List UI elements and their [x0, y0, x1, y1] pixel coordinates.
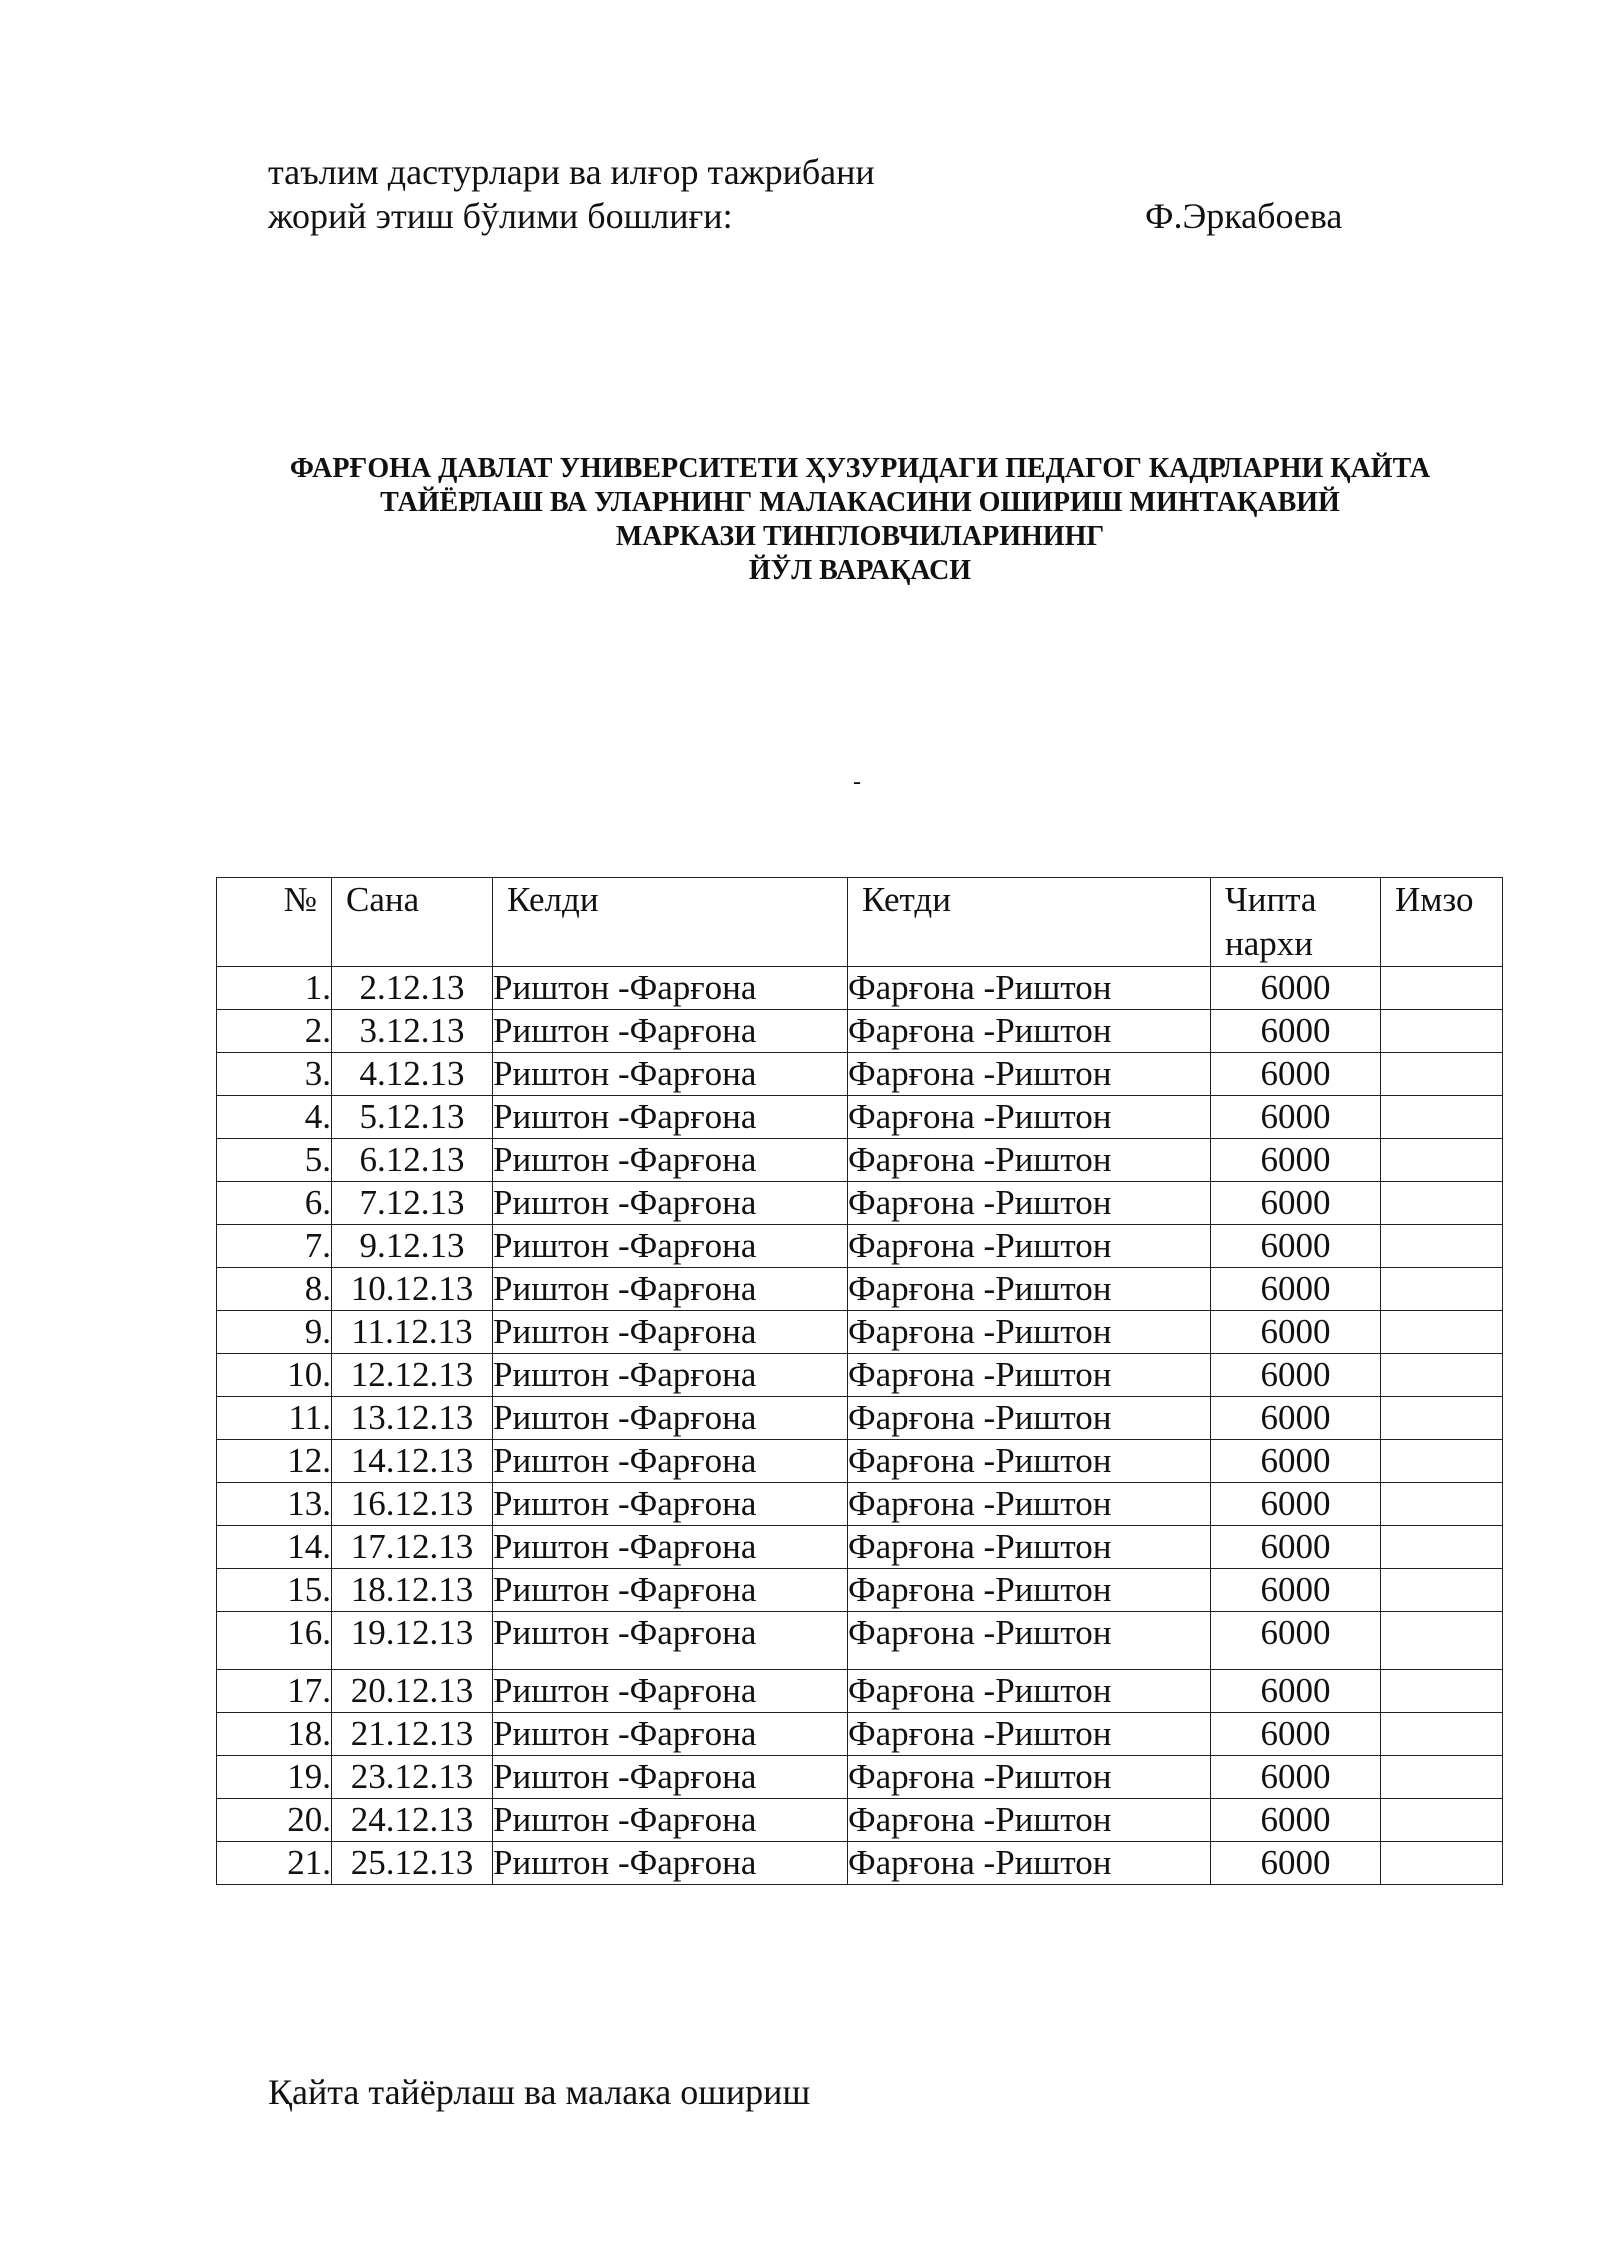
- cell-price: 6000: [1211, 1670, 1381, 1713]
- cell-arrived: Риштон -Фарғона: [493, 1096, 848, 1139]
- cell-arrived: Риштон -Фарғона: [493, 1756, 848, 1799]
- table-row: [217, 967, 1503, 1010]
- cell-num: 12.: [217, 1440, 332, 1483]
- cell-date: 11.12.13: [332, 1311, 493, 1354]
- cell-departed: Фарғона -Риштон: [848, 1526, 1211, 1569]
- cell-num: 7.: [217, 1225, 332, 1268]
- title-line-3: МАРКАЗИ ТИНГЛОВЧИЛАРИНИНГ: [615, 521, 1105, 552]
- cell-date: 9.12.13: [332, 1225, 493, 1268]
- table-row: [217, 1096, 1503, 1139]
- title-line-4: ЙЎЛ ВАРАҚАСИ: [748, 555, 972, 586]
- cell-arrived: Риштон -Фарғона: [493, 967, 848, 1010]
- cell-signature: [1381, 1842, 1503, 1885]
- cell-price: 6000: [1211, 1713, 1381, 1756]
- cell-num: 3.: [217, 1053, 332, 1096]
- cell-price: 6000: [1211, 1311, 1381, 1354]
- cell-signature: [1381, 1268, 1503, 1311]
- cell-signature: [1381, 1225, 1503, 1268]
- cell-signature: [1381, 1182, 1503, 1225]
- cell-departed: Фарғона -Риштон: [848, 1225, 1211, 1268]
- cell-num: 19.: [217, 1756, 332, 1799]
- cell-departed: Фарғона -Риштон: [848, 967, 1211, 1010]
- cell-arrived: Риштон -Фарғона: [493, 1670, 848, 1713]
- cell-arrived: Риштон -Фарғона: [493, 1799, 848, 1842]
- cell-price: 6000: [1211, 1139, 1381, 1182]
- cell-num: 1.: [217, 967, 332, 1010]
- cell-signature: [1381, 1756, 1503, 1799]
- table-row: [217, 1799, 1503, 1842]
- cell-departed: Фарғона -Риштон: [848, 1440, 1211, 1483]
- cell-date: 2.12.13: [332, 967, 493, 1010]
- cell-price: 6000: [1211, 1397, 1381, 1440]
- cell-price: 6000: [1211, 967, 1381, 1010]
- header-num: №: [217, 878, 332, 967]
- cell-departed: Фарғона -Риштон: [848, 1096, 1211, 1139]
- cell-price: 6000: [1211, 1483, 1381, 1526]
- cell-arrived: Риштон -Фарғона: [493, 1182, 848, 1225]
- title-line-2: ТАЙЁРЛАШ ВА УЛАРНИНГ МАЛАКАСИНИ ОШИРИШ МИНТАҚАВИЙ: [380, 487, 1340, 518]
- table-row: [217, 1713, 1503, 1756]
- cell-price: 6000: [1211, 1612, 1381, 1670]
- cell-price: 6000: [1211, 1096, 1381, 1139]
- table-row: [217, 1483, 1503, 1526]
- header-line-2: жорий этиш бўлими бошлиғи:: [268, 196, 733, 236]
- cell-date: 5.12.13: [332, 1096, 493, 1139]
- cell-arrived: Риштон -Фарғона: [493, 1354, 848, 1397]
- cell-date: 7.12.13: [332, 1182, 493, 1225]
- header-price-line1: Чипта: [1225, 880, 1317, 919]
- cell-date: 17.12.13: [332, 1526, 493, 1569]
- cell-signature: [1381, 1053, 1503, 1096]
- cell-arrived: Риштон -Фарғона: [493, 1010, 848, 1053]
- cell-date: 18.12.13: [332, 1569, 493, 1612]
- table-row: [217, 1670, 1503, 1713]
- cell-departed: Фарғона -Риштон: [848, 1010, 1211, 1053]
- cell-departed: Фарғона -Риштон: [848, 1053, 1211, 1096]
- cell-price: 6000: [1211, 1354, 1381, 1397]
- cell-arrived: Риштон -Фарғона: [493, 1483, 848, 1526]
- cell-signature: [1381, 1096, 1503, 1139]
- cell-departed: Фарғона -Риштон: [848, 1842, 1211, 1885]
- cell-price: 6000: [1211, 1440, 1381, 1483]
- cell-date: 16.12.13: [332, 1483, 493, 1526]
- cell-departed: Фарғона -Риштон: [848, 1311, 1211, 1354]
- cell-departed: Фарғона -Риштон: [848, 1397, 1211, 1440]
- cell-arrived: Риштон -Фарғона: [493, 1569, 848, 1612]
- cell-arrived: Риштон -Фарғона: [493, 1311, 848, 1354]
- cell-num: 10.: [217, 1354, 332, 1397]
- table-row: [217, 1311, 1503, 1354]
- cell-arrived: Риштон -Фарғона: [493, 1842, 848, 1885]
- header-signature: Имзо: [1381, 878, 1503, 967]
- table-header-row: [217, 878, 1503, 967]
- route-table: [216, 877, 1503, 1885]
- cell-num: 20.: [217, 1799, 332, 1842]
- cell-signature: [1381, 1612, 1503, 1670]
- cell-num: 5.: [217, 1139, 332, 1182]
- cell-signature: [1381, 1397, 1503, 1440]
- footer-line-1: Қайта тайёрлаш ва малака ошириш: [268, 2072, 811, 2112]
- document-title: [200, 452, 1520, 588]
- table-row: [217, 1139, 1503, 1182]
- header-price: [1211, 878, 1381, 967]
- cell-price: 6000: [1211, 1182, 1381, 1225]
- cell-signature: [1381, 1526, 1503, 1569]
- cell-signature: [1381, 1483, 1503, 1526]
- cell-departed: Фарғона -Риштон: [848, 1799, 1211, 1842]
- table-body: [217, 967, 1503, 1885]
- cell-date: 6.12.13: [332, 1139, 493, 1182]
- cell-date: 21.12.13: [332, 1713, 493, 1756]
- table-row: [217, 1526, 1503, 1569]
- table-row: [217, 1842, 1503, 1885]
- cell-arrived: Риштон -Фарғона: [493, 1713, 848, 1756]
- cell-price: 6000: [1211, 1756, 1381, 1799]
- cell-signature: [1381, 967, 1503, 1010]
- cell-date: 25.12.13: [332, 1842, 493, 1885]
- cell-departed: Фарғона -Риштон: [848, 1569, 1211, 1612]
- cell-num: 8.: [217, 1268, 332, 1311]
- header-departed: Кетди: [848, 878, 1211, 967]
- cell-signature: [1381, 1799, 1503, 1842]
- cell-signature: [1381, 1354, 1503, 1397]
- cell-signature: [1381, 1713, 1503, 1756]
- cell-date: 23.12.13: [332, 1756, 493, 1799]
- cell-num: 6.: [217, 1182, 332, 1225]
- cell-signature: [1381, 1139, 1503, 1182]
- cell-price: 6000: [1211, 1268, 1381, 1311]
- cell-price: 6000: [1211, 1225, 1381, 1268]
- cell-departed: Фарғона -Риштон: [848, 1268, 1211, 1311]
- table-row: [217, 1225, 1503, 1268]
- cell-price: 6000: [1211, 1842, 1381, 1885]
- table-row: [217, 1756, 1503, 1799]
- cell-departed: Фарғона -Риштон: [848, 1670, 1211, 1713]
- table-row: [217, 1397, 1503, 1440]
- cell-num: 15.: [217, 1569, 332, 1612]
- cell-date: 13.12.13: [332, 1397, 493, 1440]
- cell-price: 6000: [1211, 1569, 1381, 1612]
- dash-mark: -: [853, 769, 861, 795]
- cell-arrived: Риштон -Фарғона: [493, 1268, 848, 1311]
- table-row: [217, 1440, 1503, 1483]
- cell-departed: Фарғона -Риштон: [848, 1354, 1211, 1397]
- cell-date: 3.12.13: [332, 1010, 493, 1053]
- table-row: [217, 1053, 1503, 1096]
- table-row: [217, 1268, 1503, 1311]
- table-row: [217, 1612, 1503, 1670]
- cell-num: 17.: [217, 1670, 332, 1713]
- table-row: [217, 1354, 1503, 1397]
- cell-departed: Фарғона -Риштон: [848, 1139, 1211, 1182]
- cell-departed: Фарғона -Риштон: [848, 1756, 1211, 1799]
- cell-arrived: Риштон -Фарғона: [493, 1397, 848, 1440]
- cell-price: 6000: [1211, 1526, 1381, 1569]
- table-row: [217, 1010, 1503, 1053]
- cell-departed: Фарғона -Риштон: [848, 1612, 1211, 1670]
- cell-departed: Фарғона -Риштон: [848, 1713, 1211, 1756]
- cell-date: 4.12.13: [332, 1053, 493, 1096]
- cell-price: 6000: [1211, 1799, 1381, 1842]
- cell-signature: [1381, 1670, 1503, 1713]
- header-price-line2: нархи: [1225, 924, 1313, 963]
- cell-signature: [1381, 1311, 1503, 1354]
- cell-arrived: Риштон -Фарғона: [493, 1053, 848, 1096]
- cell-date: 24.12.13: [332, 1799, 493, 1842]
- cell-departed: Фарғона -Риштон: [848, 1483, 1211, 1526]
- cell-signature: [1381, 1010, 1503, 1053]
- cell-num: 14.: [217, 1526, 332, 1569]
- cell-date: 20.12.13: [332, 1670, 493, 1713]
- header-arrived: Келди: [493, 878, 848, 967]
- cell-arrived: Риштон -Фарғона: [493, 1612, 848, 1670]
- cell-num: 13.: [217, 1483, 332, 1526]
- cell-arrived: Риштон -Фарғона: [493, 1225, 848, 1268]
- title-line-1: ФАРҒОНА ДАВЛАТ УНИВЕРСИТЕТИ ҲУЗУРИДАГИ ПЕДАГОГ КАДРЛАРНИ ҚАЙТА: [289, 453, 1431, 484]
- cell-num: 9.: [217, 1311, 332, 1354]
- cell-price: 6000: [1211, 1010, 1381, 1053]
- cell-arrived: Риштон -Фарғона: [493, 1440, 848, 1483]
- cell-price: 6000: [1211, 1053, 1381, 1096]
- cell-arrived: Риштон -Фарғона: [493, 1526, 848, 1569]
- cell-num: 2.: [217, 1010, 332, 1053]
- cell-departed: Фарғона -Риштон: [848, 1182, 1211, 1225]
- cell-date: 14.12.13: [332, 1440, 493, 1483]
- cell-num: 16.: [217, 1612, 332, 1670]
- cell-signature: [1381, 1440, 1503, 1483]
- cell-num: 4.: [217, 1096, 332, 1139]
- header-line-1: таълим дастурлари ва илғор тажрибани: [268, 152, 875, 192]
- cell-num: 18.: [217, 1713, 332, 1756]
- cell-signature: [1381, 1569, 1503, 1612]
- header-date: Сана: [332, 878, 493, 967]
- table-row: [217, 1569, 1503, 1612]
- cell-arrived: Риштон -Фарғона: [493, 1139, 848, 1182]
- table-row: [217, 1182, 1503, 1225]
- cell-date: 19.12.13: [332, 1612, 493, 1670]
- cell-date: 12.12.13: [332, 1354, 493, 1397]
- cell-num: 21.: [217, 1842, 332, 1885]
- signer-name: Ф.Эркабоева: [1145, 196, 1343, 236]
- cell-date: 10.12.13: [332, 1268, 493, 1311]
- cell-num: 11.: [217, 1397, 332, 1440]
